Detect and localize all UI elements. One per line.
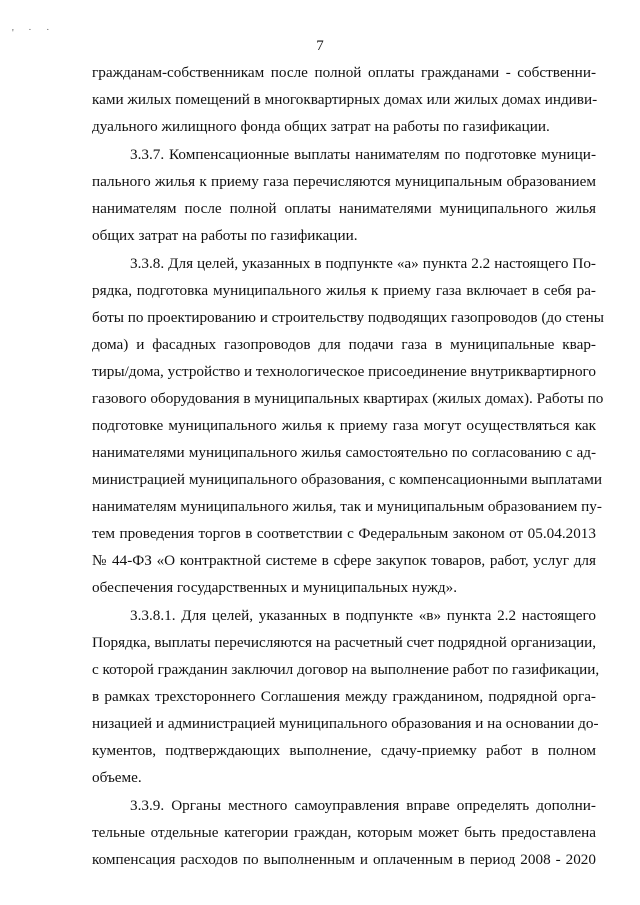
text-line: тиры/дома, устройство и технологическое присоединение внутриквартирного <box>92 363 597 380</box>
text-line: дома) и фасадных газопроводов для подачи газа в муниципальные квар- <box>92 336 596 353</box>
page-number: 7 <box>316 38 324 54</box>
text-line: тельные отдельные категории граждан, которым может быть предоставлена <box>92 824 596 841</box>
text-line: обеспечения государственных и муниципальных нужд». <box>92 579 458 596</box>
text-line: тем проведения торгов в соответствии с Федеральным законом от 05.04.2013 <box>92 525 596 542</box>
text-line: кументов, подтверждающих выполнение, сдачу-приемку работ в полном <box>92 742 596 759</box>
text-line: ками жилых помещений в многоквартирных домах или жилых домах индиви- <box>92 91 598 108</box>
text-line: № 44-ФЗ «О контрактной системе в сфере закупок товаров, работ, услуг для <box>92 552 596 569</box>
text-line: дуального жилищного фонда общих затрат на работы по газификации. <box>92 118 550 135</box>
text-line: 3.3.7. Компенсационные выплаты нанимателям по подготовке муници- <box>130 146 596 163</box>
text-line: подготовке муниципального жилья к приему газа могут осуществляться как <box>92 417 596 434</box>
text-line: пального жилья к приему газа перечисляются муниципальным образованием <box>92 173 596 190</box>
text-line: нанимателям муниципального жилья, так и муниципальным образованием пу- <box>92 498 602 515</box>
text-line: газового оборудования в муниципальных квартирах (жилых домах). Работы по <box>92 390 604 407</box>
text-line: 3.3.9. Органы местного самоуправления вправе определять дополни- <box>130 797 596 814</box>
scan-specks: ' ˙ ˙ <box>12 28 56 39</box>
text-line: объеме. <box>92 769 142 786</box>
text-line: 3.3.8.1. Для целей, указанных в подпункте «в» пункта 2.2 настоящего <box>130 607 596 624</box>
text-line: 3.3.8. Для целей, указанных в подпункте «а» пункта 2.2 настоящего По- <box>130 255 596 272</box>
text-line: нанимателями муниципального жилья самостоятельно по согласованию с ад- <box>92 444 596 461</box>
text-line: Порядка, выплаты перечисляются на расчетный счет подрядной организации, <box>92 634 597 651</box>
text-line: гражданам-собственникам после полной оплаты гражданами - собственни- <box>92 64 596 81</box>
text-line: рядка, подготовка муниципального жилья к приему газа включает в себя ра- <box>92 282 596 299</box>
text-line: общих затрат на работы по газификации. <box>92 227 358 244</box>
text-line: нанимателям после полной оплаты нанимателями муниципального жилья <box>92 200 596 217</box>
text-line: министрацией муниципального образования, с компенсационными выплатами <box>92 471 603 488</box>
text-line: компенсация расходов по выполненным и оплаченным в период 2008 - 2020 <box>92 851 596 868</box>
text-line: с которой гражданин заключил договор на выполнение работ по газификации, <box>92 661 600 678</box>
text-line: боты по проектированию и строительству подводящих газопроводов (до стены <box>92 309 604 326</box>
text-line: низацией и администрацией муниципального образования и на основании до- <box>92 715 599 732</box>
text-line: в рамках трехстороннего Соглашения между гражданином, подрядной орга- <box>92 688 596 705</box>
